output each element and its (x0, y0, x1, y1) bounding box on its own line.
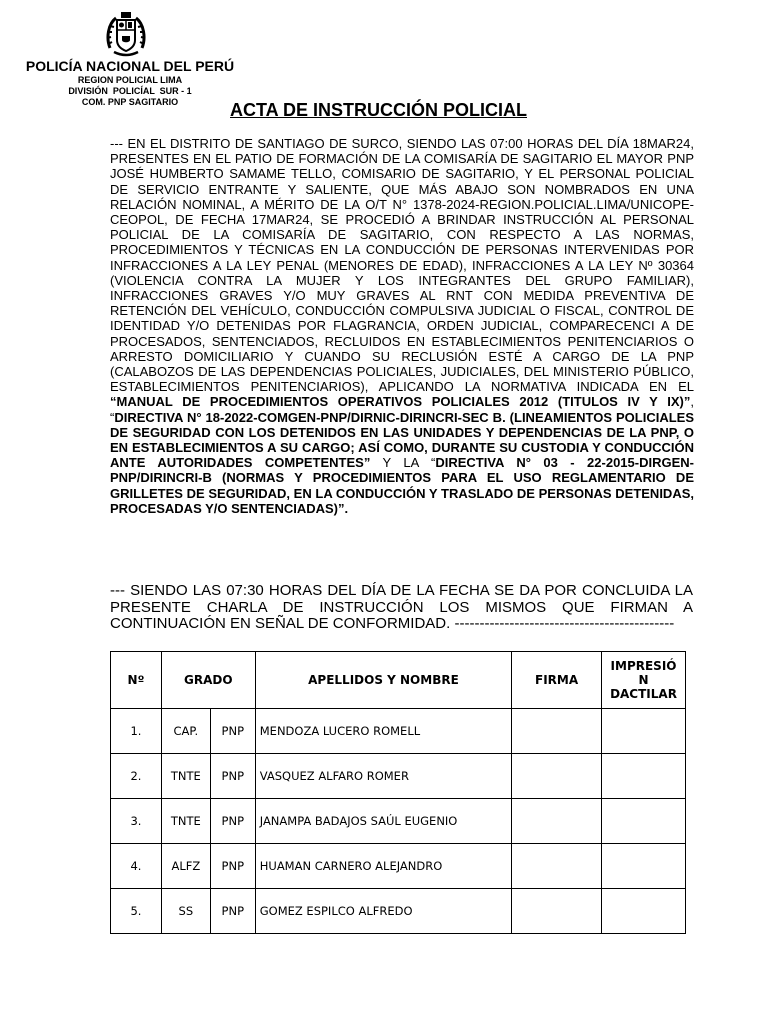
table-row (111, 889, 686, 934)
row-name: HUAMAN CARNERO ALEJANDRO (255, 844, 511, 889)
row-rank: CAP. (161, 709, 210, 754)
directive-03-reference: DIRECTIVA N° 03 - 22-2015-DIRGEN-PNP/DIRINCRI-B (NORMAS Y PROCEDIMIENTOS PARA EL USO REGLAMENTARIO DE GRILLETES DE SEGURIDAD, EN LA CONDUCCIÓN Y TRASLADO DE PERSONAS DETENIDAS, PROCESADAS Y/O SENTENCIADAS)”. (110, 455, 694, 516)
row-name: VASQUEZ ALFARO ROMER (255, 754, 511, 799)
header-fingerprint (602, 652, 686, 709)
division-line: DIVISIÓN POLICÍAL SUR - 1 (68, 86, 192, 96)
directive-18-reference: DIRECTIVA N° 18-2022-COMGEN-PNP/DIRNIC-DIRINCRI-SEC B. (LINEAMIENTOS POLICIALES DE SEGURIDAD CON LOS DETENIDOS EN LAS UNIDADES Y DEPENDENCIAS DE LA PNP, O EN ESTABLECIMIENTOS A SU CARGO; ASÍ COMO, DURANTE SU CUSTODIA Y CONDUCCIÓN ANTE AUTORIDADES COMPETENTES” (110, 409, 694, 471)
row-rank: ALFZ (161, 844, 210, 889)
closing-paragraph: --- SIENDO LAS 07:30 HORAS DEL DÍA DE LA FECHA SE DA POR CONCLUIDA LA PRESENTE CHARLA DE INSTRUCCIÓN LOS MISMOS QUE FIRMAN A CONTINUACIÓN EN SEÑAL DE CONFORMIDAD. -------------------------------------------- (110, 582, 693, 632)
row-fingerprint-cell (602, 709, 686, 754)
header-number: Nº (111, 652, 162, 709)
institution-name: POLICÍA NACIONAL DEL PERÚ (25, 58, 235, 74)
row-fingerprint-cell (602, 799, 686, 844)
header-full-name: APELLIDOS Y NOMBRE (255, 652, 511, 709)
row-fingerprint-cell (602, 889, 686, 934)
act-body-paragraph (110, 136, 694, 516)
row-rank: TNTE (161, 799, 210, 844)
row-institution: PNP (210, 889, 255, 934)
table-row (111, 844, 686, 889)
table-row (111, 709, 686, 754)
region-line: REGION POLICIAL LIMA (77, 75, 183, 85)
body-separator-2: Y LA “ (370, 455, 436, 471)
manual-reference: “MANUAL DE PROCEDIMIENTOS OPERATIVOS POLICIALES 2012 (TITULOS IV Y IX)” (110, 394, 691, 410)
row-signature-cell (512, 844, 602, 889)
table-row (111, 799, 686, 844)
station-line: COM. PNP SAGITARIO (81, 97, 179, 107)
row-number: 5. (111, 889, 162, 934)
row-signature-cell (512, 709, 602, 754)
row-institution: PNP (210, 799, 255, 844)
body-separator-1: , “ (110, 394, 694, 425)
header-fingerprint-line-3: DACTILAR (610, 687, 677, 701)
table-row (111, 754, 686, 799)
header-fingerprint-line-2: N (638, 673, 649, 687)
row-rank: SS (161, 889, 210, 934)
header-signature: FIRMA (512, 652, 602, 709)
header-fingerprint-line-1: IMPRESIÓ (610, 659, 677, 673)
row-number: 3. (111, 799, 162, 844)
document-title: ACTA DE INSTRUCCIÓN POLICIAL (230, 100, 527, 120)
row-number: 1. (111, 709, 162, 754)
row-name: MENDOZA LUCERO ROMELL (255, 709, 511, 754)
row-rank: TNTE (161, 754, 210, 799)
table-header-row (111, 652, 686, 709)
peru-coat-of-arms-seal-icon (104, 10, 148, 60)
row-signature-cell (512, 799, 602, 844)
row-number: 2. (111, 754, 162, 799)
row-name: GOMEZ ESPILCO ALFREDO (255, 889, 511, 934)
attendance-table (110, 651, 686, 934)
body-intro-text: --- EN EL DISTRITO DE SANTIAGO DE SURCO, SIENDO LAS 07:00 HORAS DEL DÍA 18MAR24, PRESENTES EN EL PATIO DE FORMACIÓN DE LA COMISARÍA DE SAGITARIO EL MAYOR PNP JOSÉ HUMBERTO SAMAME TELLO, COMISARIO DE SAGITARIO, Y EL PERSONAL POLICIAL DE SERVICIO ENTRANTE Y SALIENTE, QUE MÁS ABAJO SON NOMBRADOS EN UNA RELACIÓN NOMINAL, A MÉRITO DE LA O/T N° 1378-2024-REGION.POLICIAL.LIMA/UNICOPE-CEOPOL, DE FECHA 17MAR24, SE PROCEDIÓ A BRINDAR INSTRUCCIÓN AL PERSONAL POLICIAL DE LA COMISARÍA DE SAGITARIO, CON RESPECTO A LAS NORMAS, PROCEDIMIENTOS Y TÉCNICAS EN LA CONDUCCIÓN DE PERSONAS INTERVENIDAS POR INFRACCIONES A LA LEY PENAL (MENORES DE EDAD), INFRACCIONES A LA LEY Nº 30364 (VIOLENCIA CONTRA LA MUJER Y LOS INTEGRANTES DEL GRUPO FAMILIAR), INFRACCIONES GRAVES Y/O MUY GRAVES AL RNT CON MEDIDA PREVENTIVA DE RETENCIÓN DEL VEHÍCULO, CONDUCCIÓN COMPULSIVA JUDICIAL O FISCAL, CONTROL DE IDENTIDAD Y/O DETENIDAS POR FLAGRANCIA, ORDEN JUDICIAL, COMPARECENCI A DE PROCESADOS, SENTENCIADOS, RECLUIDOS EN ESTABLECIMIENTOS PENITENCIARIOS O ARRESTO DOMICILIARIO Y CUANDO SU RECLUSIÓN ESTÉ A CARGO DE LA PNP (CALABOZOS DE LAS DEPENDENCIAS POLICIALES, JUDICIALES, DEL MINISTERIO PÚBLICO, ESTABLECIMIENTOS PENITENCIARIOS), APLICANDO LA NORMATIVA INDICADA EN EL (110, 136, 694, 395)
header-rank: GRADO (161, 652, 255, 709)
row-fingerprint-cell (602, 844, 686, 889)
row-signature-cell (512, 889, 602, 934)
row-name: JANAMPA BADAJOS SAÚL EUGENIO (255, 799, 511, 844)
row-fingerprint-cell (602, 754, 686, 799)
row-institution: PNP (210, 709, 255, 754)
row-institution: PNP (210, 844, 255, 889)
row-number: 4. (111, 844, 162, 889)
row-institution: PNP (210, 754, 255, 799)
row-signature-cell (512, 754, 602, 799)
